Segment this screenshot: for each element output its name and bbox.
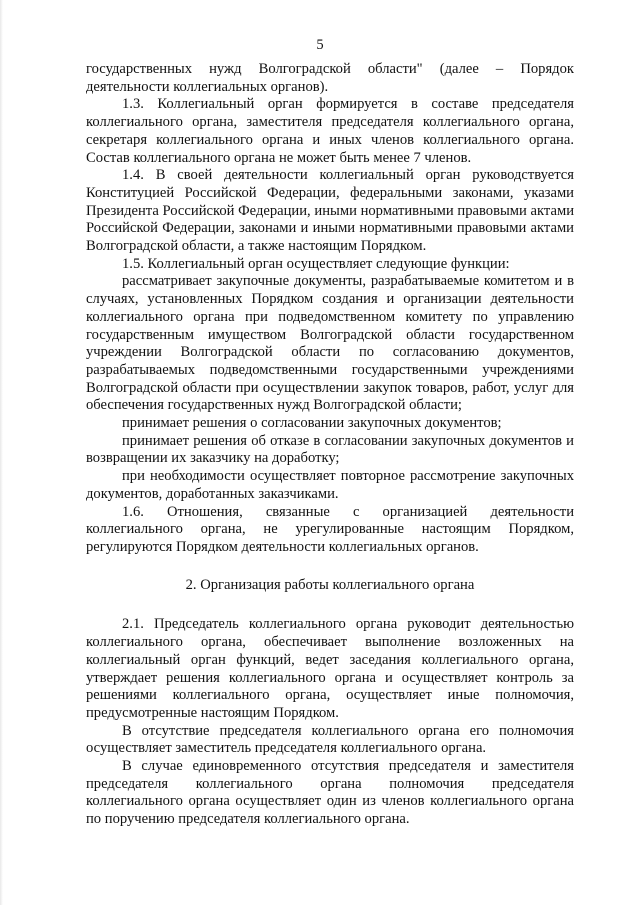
- paragraph: 1.3. Коллегиальный орган формируется в составе председателя коллегиального органа, заместителя председателя коллегиального органа, секретаря коллегиального органа и иных членов коллегиального органа. Состав коллегиального органа не может быть менее 7 членов.: [86, 96, 574, 166]
- scan-edge-shadow: [0, 0, 3, 905]
- page-number: 5: [316, 37, 324, 53]
- section-1-paragraphs: [86, 61, 574, 557]
- paragraph: 1.6. Отношения, связанные с организацией деятельности коллегиального органа, не урегулированные настоящим Порядком, регулируются Порядком деятельности коллегиальных органов.: [86, 503, 574, 555]
- section-2-paragraphs: [86, 616, 574, 828]
- document-body: [86, 61, 574, 829]
- paragraph: принимает решения об отказе в согласовании закупочных документов и возвращении их заказчику на доработку;: [86, 432, 574, 467]
- paragraph: В случае единовременного отсутствия председателя и заместителя председателя коллегиального органа полномочия председателя коллегиального органа осуществляет один из членов коллегиального органа по поручению председателя коллегиального органа.: [86, 758, 574, 828]
- paragraph: рассматривает закупочные документы, разрабатываемые комитетом и в случаях, установленных Порядком создания и организации деятельности коллегиального органа при подведомственном комитету по управлению государственным имуществом Волгоградской области государственном учреждении Волгоградской области по согласованию документов, разрабатываемых подведомственными государственными учреждениями Волгоградской области при осуществлении закупок товаров, работ, услуг для обеспечения государственных нужд Волгоградской области;: [86, 273, 574, 414]
- section-heading: 2. Организация работы коллегиального органа: [185, 576, 475, 593]
- paragraph: 1.4. В своей деятельности коллегиальный орган руководствуется Конституцией Российской Федерации, федеральными законами, указами Президента Российской Федерации, иными нормативными правовыми актами Российской Федерации, законами и иными нормативными правовыми актами Волгоградской области, а также настоящим Порядком.: [86, 167, 574, 255]
- paragraph: при необходимости осуществляет повторное рассмотрение закупочных документов, доработанных заказчиками.: [86, 468, 574, 502]
- paragraph: 1.5. Коллегиальный орган осуществляет следующие функции:: [122, 255, 510, 272]
- paragraph: В отсутствие председателя коллегиального органа его полномочия осуществляет заместитель председателя коллегиального органа.: [86, 722, 574, 757]
- paragraph: принимает решения о согласовании закупочных документов;: [122, 415, 502, 432]
- paragraph: 2.1. Председатель коллегиального органа руководит деятельностью коллегиального органа, обеспечивает выполнение возложенных на коллегиальный орган функций, ведет заседания коллегиального органа, утверждает решения коллегиального органа и осуществляет контроль за решениями коллегиального органа, осуществляет иные полномочия, предусмотренные настоящим Порядком.: [86, 616, 574, 721]
- paragraph: государственных нужд Волгоградской области" (далее – Порядок деятельности коллегиальных органов).: [86, 61, 574, 95]
